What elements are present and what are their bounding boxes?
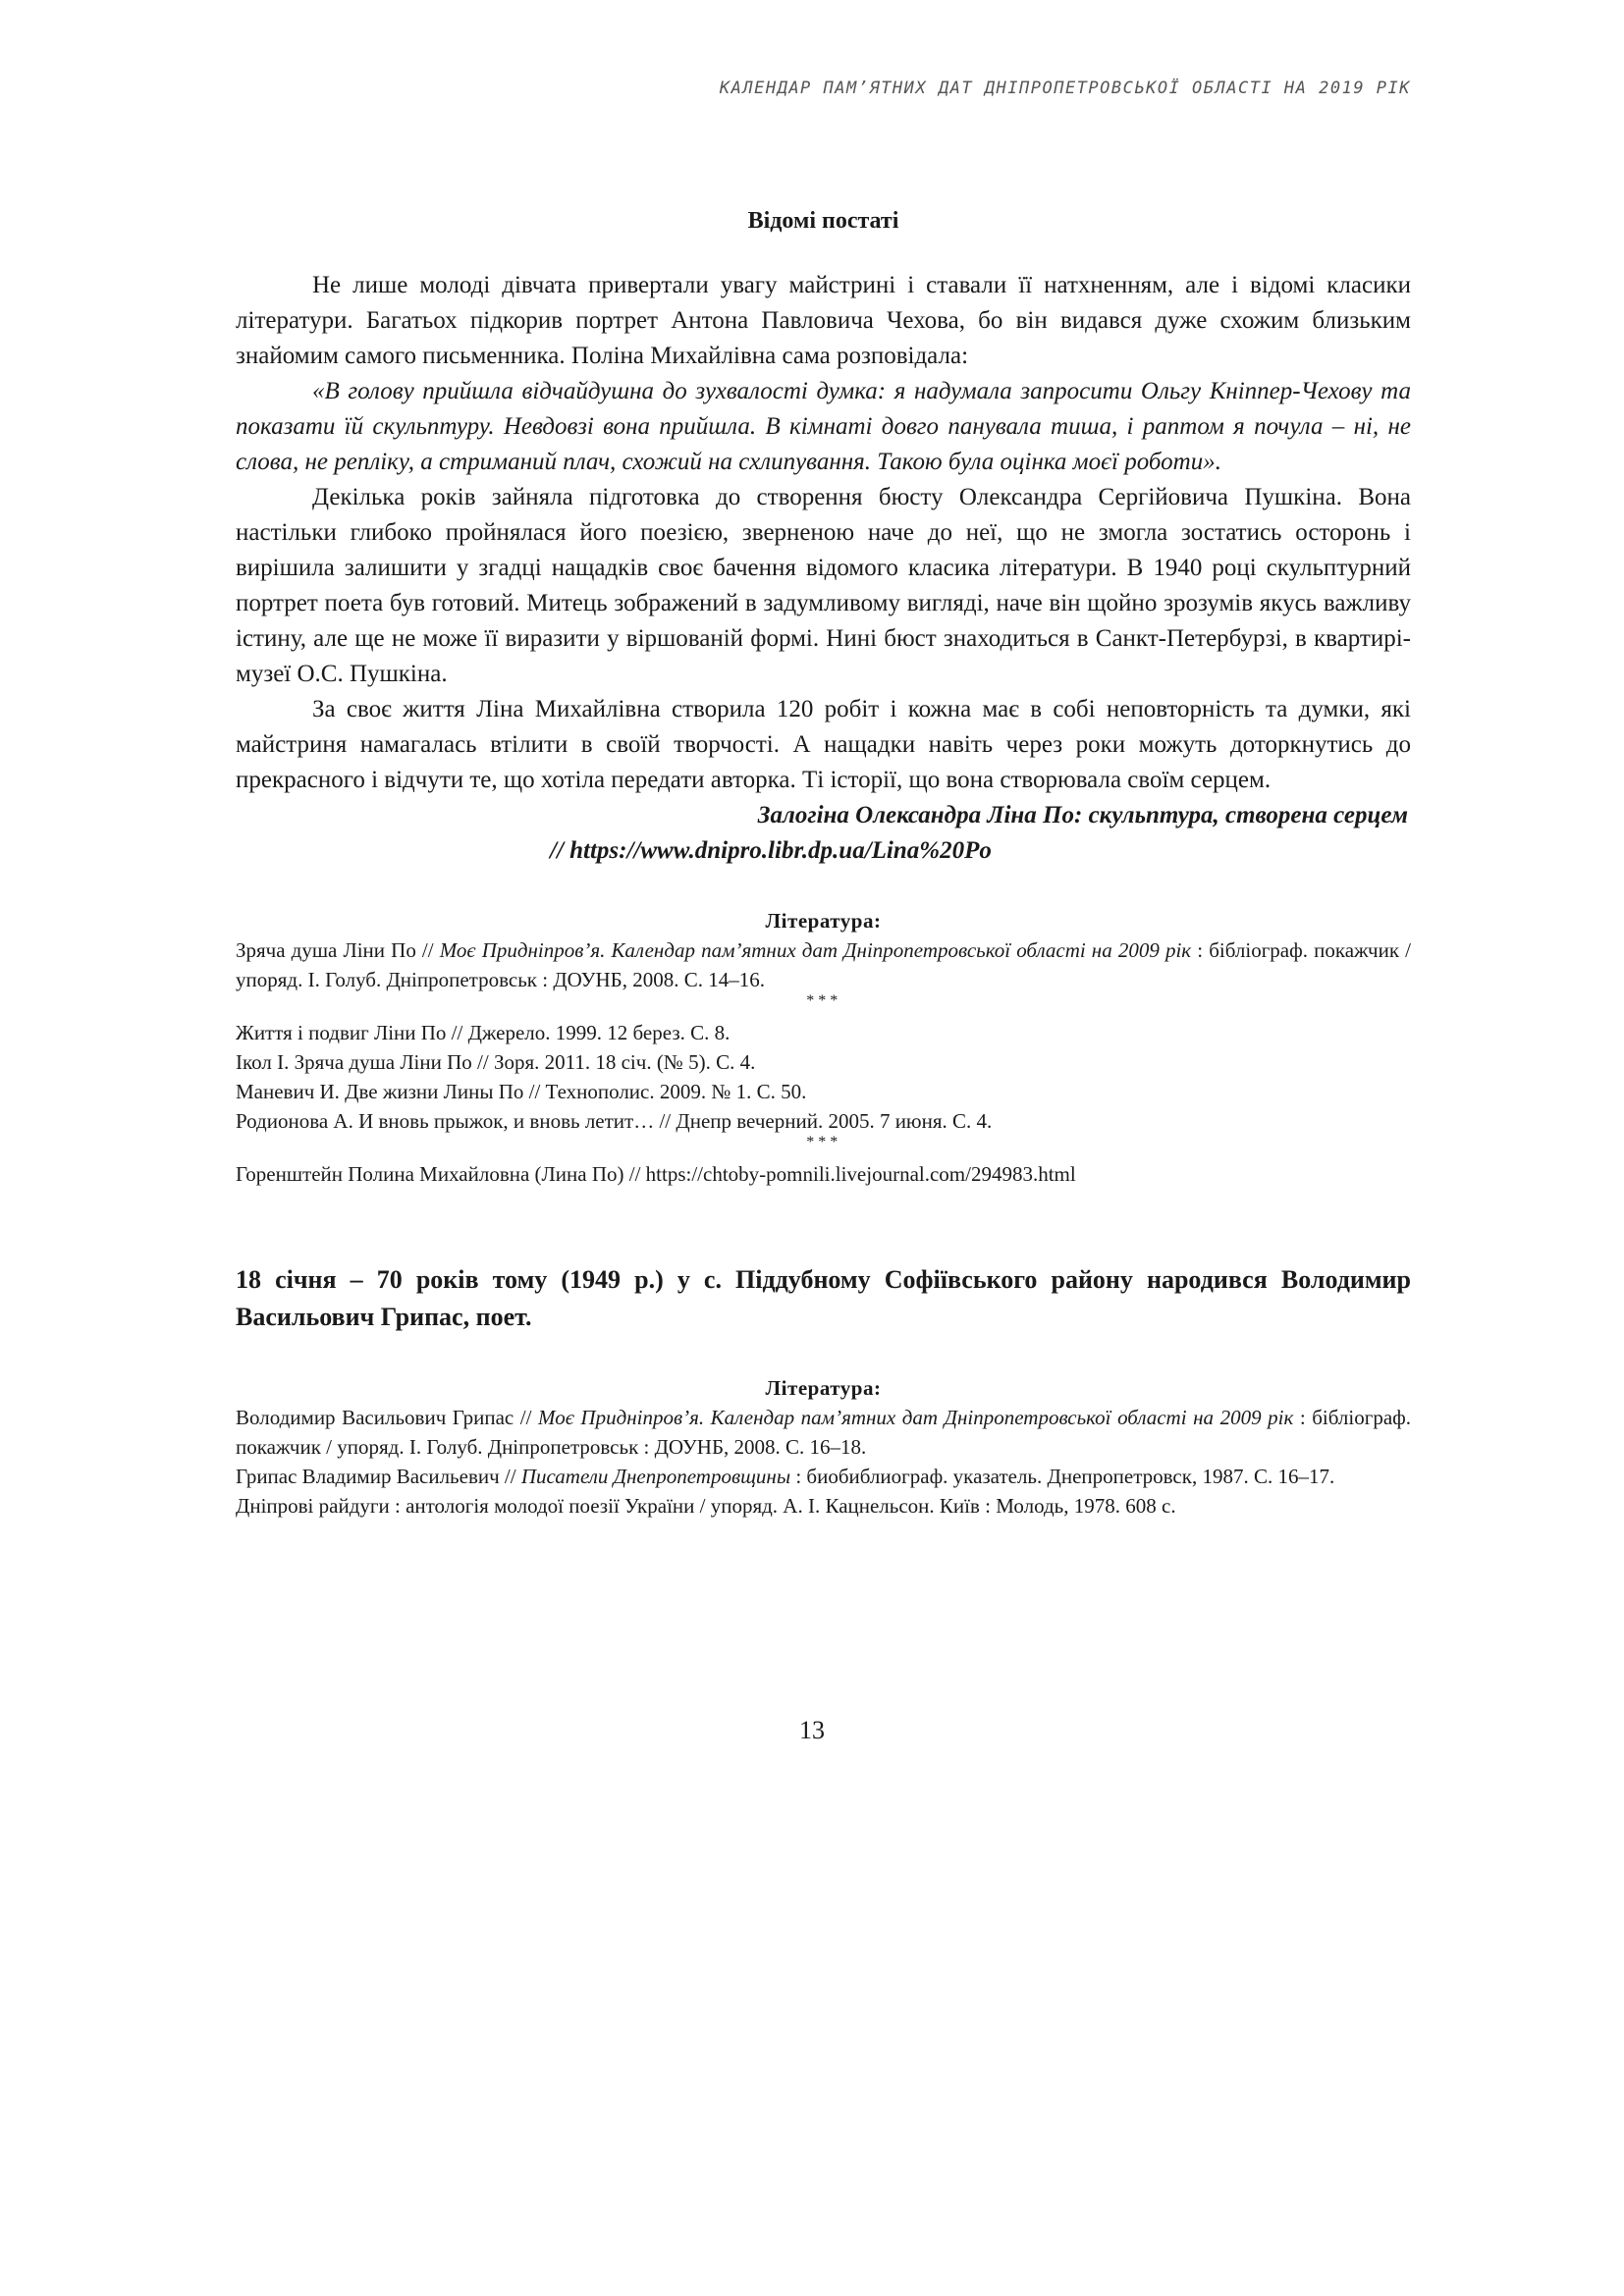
section-title: Відомі постаті [747, 208, 899, 234]
ref-author: Зряча душа Ліни По // [236, 938, 434, 962]
page-content [236, 203, 1411, 1521]
literature-item: Ікол І. Зряча душа Ліни По // Зоря. 2011. 18 січ. (№ 5). С. 4. [236, 1050, 756, 1074]
literature-item [236, 1403, 1411, 1462]
ref-source-title: Писатели Днепропетровщины [520, 1465, 791, 1488]
separator: *** [805, 992, 841, 1009]
article-paragraph-1: Не лише молоді дівчата привертали увагу майстрині і ставали її натхненням, але і відомі класики літератури. Багатьох підкорив портрет Антона Павловича Чехова, бо він видався дуже схожим близьким знайомим самого письменника. Поліна Михайлівна сама розповідала: [236, 272, 1411, 369]
ref-source-title: Моє Придніпров’я. Календар пам’ятних дат Дніпропетровської області на 2009 рік [439, 938, 1192, 962]
literature-list [236, 1403, 1411, 1521]
separator: *** [805, 1134, 841, 1150]
source-title: Залогіна Олександра Ліна По: скульптура, створена серцем [757, 802, 1408, 828]
running-header: КАЛЕНДАР ПАМ’ЯТНИХ ДАТ ДНІПРОПЕТРОВСЬКОЇ ОБЛАСТІ НА 2019 РІК [719, 79, 1411, 98]
ref-author: Грипас Владимир Васильевич // [236, 1465, 516, 1488]
ref-author: Володимир Васильович Грипас // [236, 1406, 532, 1429]
ref-details: : биобиблиограф. указатель. Днепропетровск, 1987. С. 16–17. [795, 1465, 1335, 1488]
literature-item: Маневич И. Две жизни Лины По // Технополис. 2009. № 1. С. 50. [236, 1080, 807, 1103]
literature-item [236, 935, 1411, 994]
literature-item: Життя і подвиг Ліни По // Джерело. 1999. 12 берез. С. 8. [236, 1021, 731, 1044]
article-paragraph-2: Декілька років зайняла підготовка до створення бюсту Олександра Сергійовича Пушкіна. Вона настільки глибоко пройнялася його поезією, зверненою наче до неї, що не змогла зостатись осторонь і вирішила залишити у згадці нащадків своє бачення відомого класика літератури. В 1940 році скульптурний портрет поета був готовий. Митець зображений в задумливому вигляді, наче він щойно зрозумів якусь важливу істину, але ще не може її виразити у віршованій формі. Нині бюст знаходиться в Санкт-Петербурзі, в квартирі-музеї О.С. Пушкіна. [236, 484, 1411, 687]
ref-details: : бібліограф. покажчик / упоряд. І. Голуб. Дніпропетровськ : ДОУНБ, 2008. С. 16–18. [236, 1406, 1412, 1459]
literature-item: Родионова А. И вновь прыжок, и вновь летит… // Днепр вечерний. 2005. 7 июня. С. 4. [236, 1109, 993, 1133]
page-number: 13 [799, 1716, 825, 1744]
source-url[interactable]: // https://www.dnipro.libr.dp.ua/Lina%20Po [550, 837, 992, 864]
event-heading: 18 січня – 70 років тому (1949 р.) у с. Піддубному Софіївського району народився Володимир Васильович Грипас, поет. [236, 1265, 1411, 1331]
literature-item [236, 1462, 1411, 1491]
literature-heading: Література: [765, 1376, 882, 1400]
article-paragraph-3: За своє життя Ліна Михайлівна створила 120 робіт і кожна має в собі неповторність та думки, які майстриня намагалась втілити в своїй творчості. А нащадки навіть через роки можуть доторкнутись до прекрасного і відчути те, що хотіла передати авторка. Ті історії, що вона створювала своїм серцем. [236, 696, 1411, 793]
article-source [236, 798, 1408, 869]
article-quote: «В голову прийшла відчайдушна до зухвалості думка: я надумала запросити Ольгу Кніппер-Чехову та показати їй скульптуру. Невдовзі вона прийшла. В кімнаті довго панувала тиша, і раптом я почула – ні, не слова, не репліку, а стриманий плач, схожий на схлипування. Такою була оцінка моєї роботи». [236, 378, 1411, 475]
literature-item: Горенштейн Полина Михайловна (Лина По) // https://chtoby-pomnili.livejournal.com/294983.html [236, 1162, 1076, 1186]
ref-details: : бібліограф. покажчик / упоряд. І. Голуб. Дніпропетровськ : ДОУНБ, 2008. С. 14–16. [236, 938, 1411, 991]
literature-heading: Література: [765, 909, 882, 933]
literature-item: Дніпрові райдуги : антологія молодої поезії України / упоряд. А. І. Кацнельсон. Київ : Молодь, 1978. 608 с. [236, 1494, 1176, 1518]
ref-source-title: Моє Придніпров’я. Календар пам’ятних дат Дніпропетровської області на 2009 рік [538, 1406, 1294, 1429]
literature-list [236, 935, 1411, 1189]
